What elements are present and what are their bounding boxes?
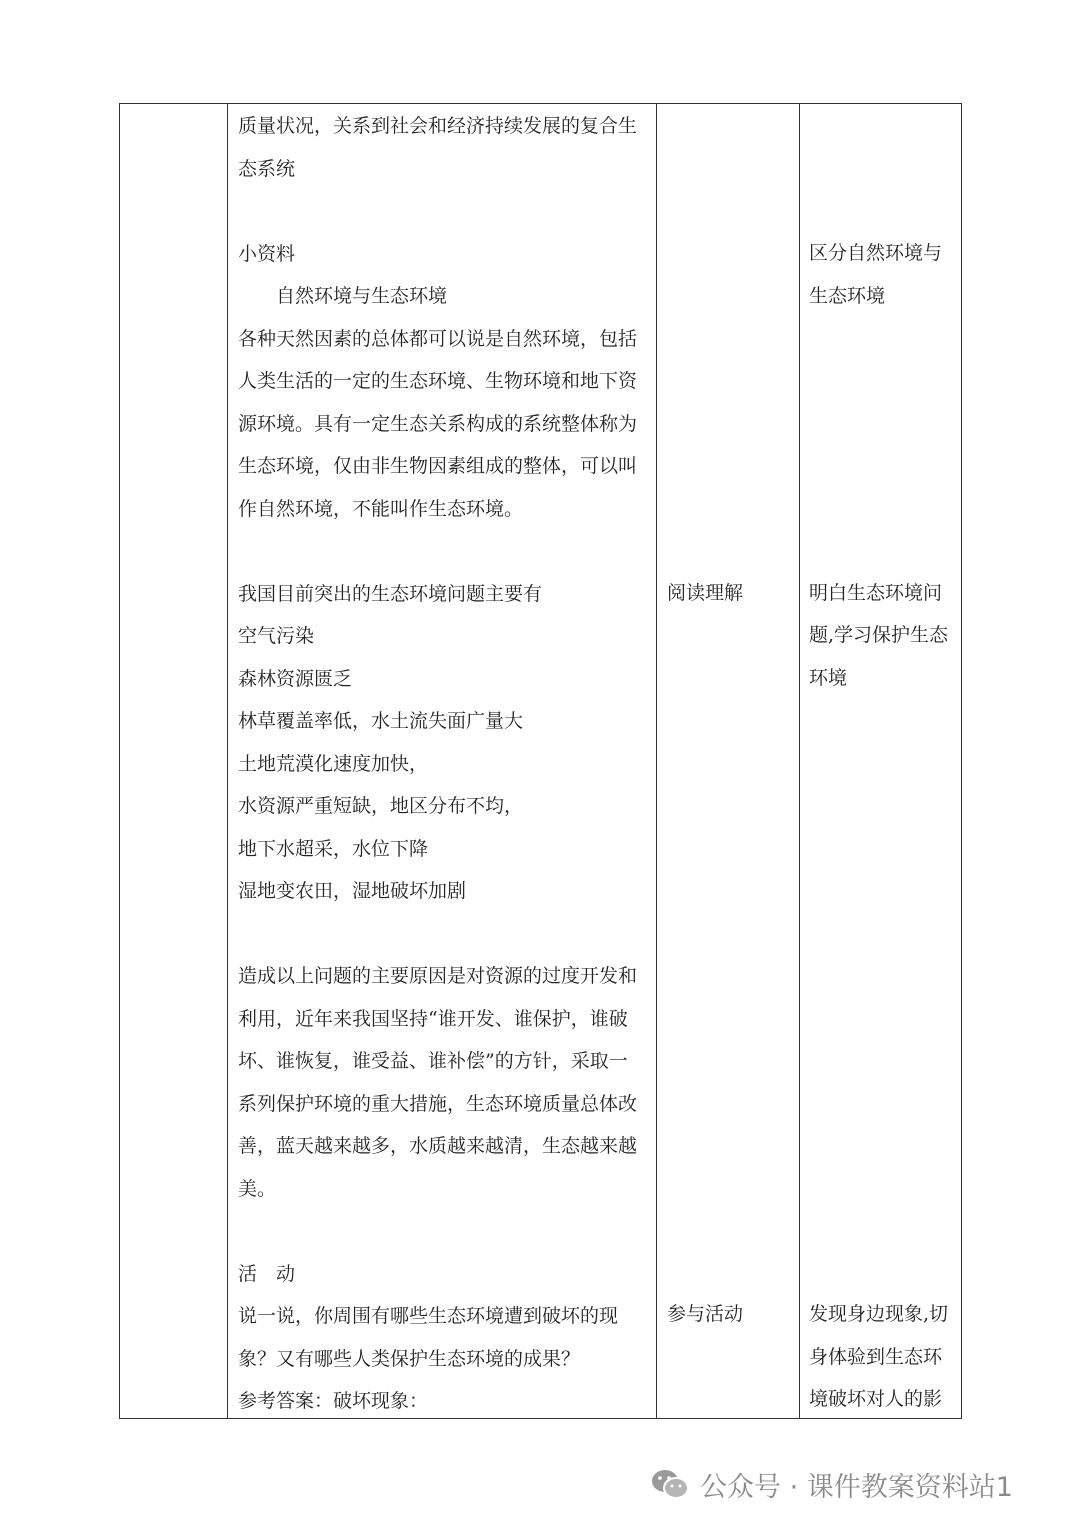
design-intent-discover-line: 发现身边现象,切 <box>809 1303 949 1325</box>
content-line: 土地荒漠化速度加快， <box>238 752 429 775</box>
content-line: 小资料 <box>238 242 296 265</box>
column-divider <box>227 104 228 1418</box>
content-line: 造成以上问题的主要原因是对资源的过度开发和 <box>238 965 638 987</box>
content-line: 自然环境与生态环境 <box>238 285 448 307</box>
stage-column-cell <box>120 104 227 1418</box>
lesson-plan-table <box>119 103 962 1419</box>
content-line: 湿地变农田，湿地破坏加剧 <box>238 880 467 902</box>
content-line: 空气污染 <box>238 625 315 647</box>
column-divider <box>799 104 800 1418</box>
content-line: 系列保护环境的重大措施，生态环境质量总体改 <box>238 1092 638 1115</box>
content-line: 生态环境，仅由非生物因素组成的整体，可以叫 <box>238 455 638 477</box>
content-line: 我国目前突出的生态环境问题主要有 <box>238 582 543 605</box>
student-activity-reading: 阅读理解 <box>667 582 744 604</box>
student-activity-participate: 参与活动 <box>667 1303 744 1325</box>
content-line: 善，蓝天越来越多，水质越来越清，生态越来越 <box>238 1135 638 1157</box>
design-intent-discover-line: 身体验到生态环 <box>809 1346 943 1368</box>
design-intent-distinguish-line: 区分自然环境与 <box>809 242 943 264</box>
content-line: 活 动 <box>238 1262 296 1285</box>
content-line: 象？又有哪些人类保护生态环境的成果？ <box>238 1347 581 1370</box>
content-line: 森林资源匮乏 <box>238 667 353 690</box>
wechat-watermark <box>650 1462 1013 1506</box>
design-intent-understand-line: 题,学习保护生态 <box>809 624 949 646</box>
column-divider <box>656 104 657 1418</box>
content-line: 水资源严重短缺，地区分布不均， <box>238 795 524 817</box>
content-line: 坏、谁恢复，谁受益、谁补偿”的方针，采取一 <box>238 1050 628 1072</box>
content-line: 利用，近年来我国坚持“谁开发、谁保护，谁破 <box>238 1007 628 1030</box>
teaching-content-cell <box>238 104 656 1418</box>
content-line: 作自然环境，不能叫作生态环境。 <box>238 497 524 520</box>
wechat-icon <box>650 1467 690 1501</box>
content-line: 态系统 <box>238 157 296 180</box>
design-intent-distinguish-line: 生态环境 <box>809 285 886 307</box>
content-line: 各种天然因素的总体都可以说是自然环境，包括 <box>238 327 638 350</box>
watermark-text: 公众号 · 课件教案资料站1 <box>700 1471 1013 1503</box>
content-line: 说一说，你周围有哪些生态环境遭到破坏的现 <box>238 1305 619 1327</box>
design-intent-understand-line: 明白生态环境问 <box>809 582 943 604</box>
content-line: 参考答案：破坏现象： <box>238 1390 429 1412</box>
student-activity-cell <box>667 104 797 1418</box>
design-intent-cell <box>809 104 961 1418</box>
content-line: 人类生活的一定的生态环境、生物环境和地下资 <box>238 370 638 392</box>
content-line: 地下水超采，水位下降 <box>238 837 429 860</box>
content-line: 美。 <box>238 1177 277 1200</box>
content-line: 林草覆盖率低，水土流失面广量大 <box>238 710 524 732</box>
design-intent-understand-line: 环境 <box>809 667 848 689</box>
content-line: 源环境。具有一定生态关系构成的系统整体称为 <box>238 412 638 435</box>
design-intent-discover-line: 境破坏对人的影 <box>809 1388 943 1410</box>
content-line: 质量状况，关系到社会和经济持续发展的复合生 <box>238 115 638 137</box>
